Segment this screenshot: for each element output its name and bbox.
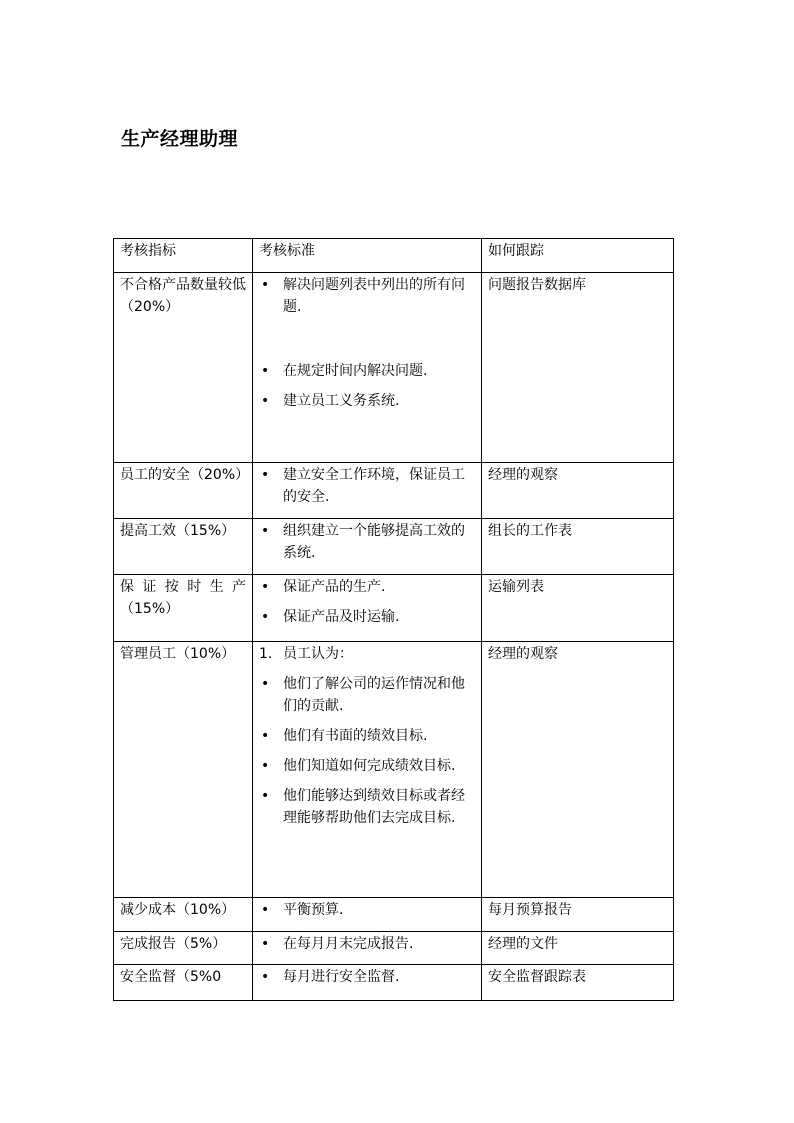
metric-cell: 员工的安全（20%） [114, 463, 253, 519]
list-item: • 建立员工义务系统. [259, 390, 475, 412]
numbered-intro [259, 643, 475, 665]
table-row [114, 519, 674, 575]
list-item: • 建立安全工作环境，保证员工的安全. [259, 464, 475, 508]
criteria-cell [253, 642, 482, 898]
tracking-cell: 经理的文件 [482, 932, 674, 965]
table-row [114, 642, 674, 898]
list-item: • 保证产品及时运输. [259, 606, 475, 628]
list-number: 1. [259, 646, 273, 662]
header-criteria: 考核标准 [253, 239, 482, 273]
metric-cell: 提高工效（15%） [114, 519, 253, 575]
list-item: • 在规定时间内解决问题. [259, 360, 475, 382]
criteria-cell [253, 519, 482, 575]
list-item: • 他们有书面的绩效目标. [259, 725, 475, 747]
list-item: • 他们能够达到绩效目标或者经理能够帮助他们去完成目标. [259, 785, 475, 829]
criteria-cell [253, 575, 482, 642]
table-row [114, 575, 674, 642]
table-row [114, 932, 674, 965]
list-item: • 平衡预算. [259, 899, 475, 921]
list-item: • 每月进行安全监督. [259, 966, 475, 988]
metric-cell: 减少成本（10%） [114, 898, 253, 932]
header-metric: 考核指标 [114, 239, 253, 273]
criteria-list [259, 933, 475, 955]
list-item: • 解决问题列表中列出的所有问题. [259, 274, 475, 318]
table-header-row [114, 239, 674, 273]
criteria-cell [253, 463, 482, 519]
metric-cell: 完成报告（5%） [114, 932, 253, 965]
tracking-cell: 经理的观察 [482, 463, 674, 519]
list-item: • 组织建立一个能够提高工效的系统. [259, 520, 475, 564]
metric-cell: 不合格产品数量较低（20%） [114, 273, 253, 463]
list-item: • 保证产品的生产. [259, 576, 475, 598]
tracking-cell: 运输列表 [482, 575, 674, 642]
tracking-cell: 组长的工作表 [482, 519, 674, 575]
criteria-list [259, 966, 475, 988]
tracking-cell: 安全监督跟踪表 [482, 965, 674, 1001]
criteria-list [259, 274, 475, 412]
table-row [114, 898, 674, 932]
list-item: • 在每月月末完成报告. [259, 933, 475, 955]
metric-cell: 安全监督（5%0 [114, 965, 253, 1001]
intro-text: 员工认为： [283, 646, 353, 662]
list-item: • 他们了解公司的运作情况和他们的贡献. [259, 673, 475, 717]
list-item: • 他们知道如何完成绩效目标. [259, 755, 475, 777]
criteria-cell [253, 932, 482, 965]
page-title: 生产经理助理 [121, 128, 239, 150]
tracking-cell: 经理的观察 [482, 642, 674, 898]
criteria-list [259, 464, 475, 508]
criteria-cell [253, 898, 482, 932]
criteria-list [259, 576, 475, 628]
criteria-list [259, 520, 475, 564]
table-row [114, 463, 674, 519]
tracking-cell: 每月预算报告 [482, 898, 674, 932]
kpi-table [113, 238, 674, 1001]
criteria-cell [253, 965, 482, 1001]
tracking-cell: 问题报告数据库 [482, 273, 674, 463]
table-row [114, 965, 674, 1001]
criteria-cell [253, 273, 482, 463]
criteria-list [259, 899, 475, 921]
header-tracking: 如何跟踪 [482, 239, 674, 273]
metric-cell: 管理员工（10%） [114, 642, 253, 898]
metric-cell: 保证按时生产（15%） [114, 575, 253, 642]
table-row [114, 273, 674, 463]
criteria-list [259, 673, 475, 829]
